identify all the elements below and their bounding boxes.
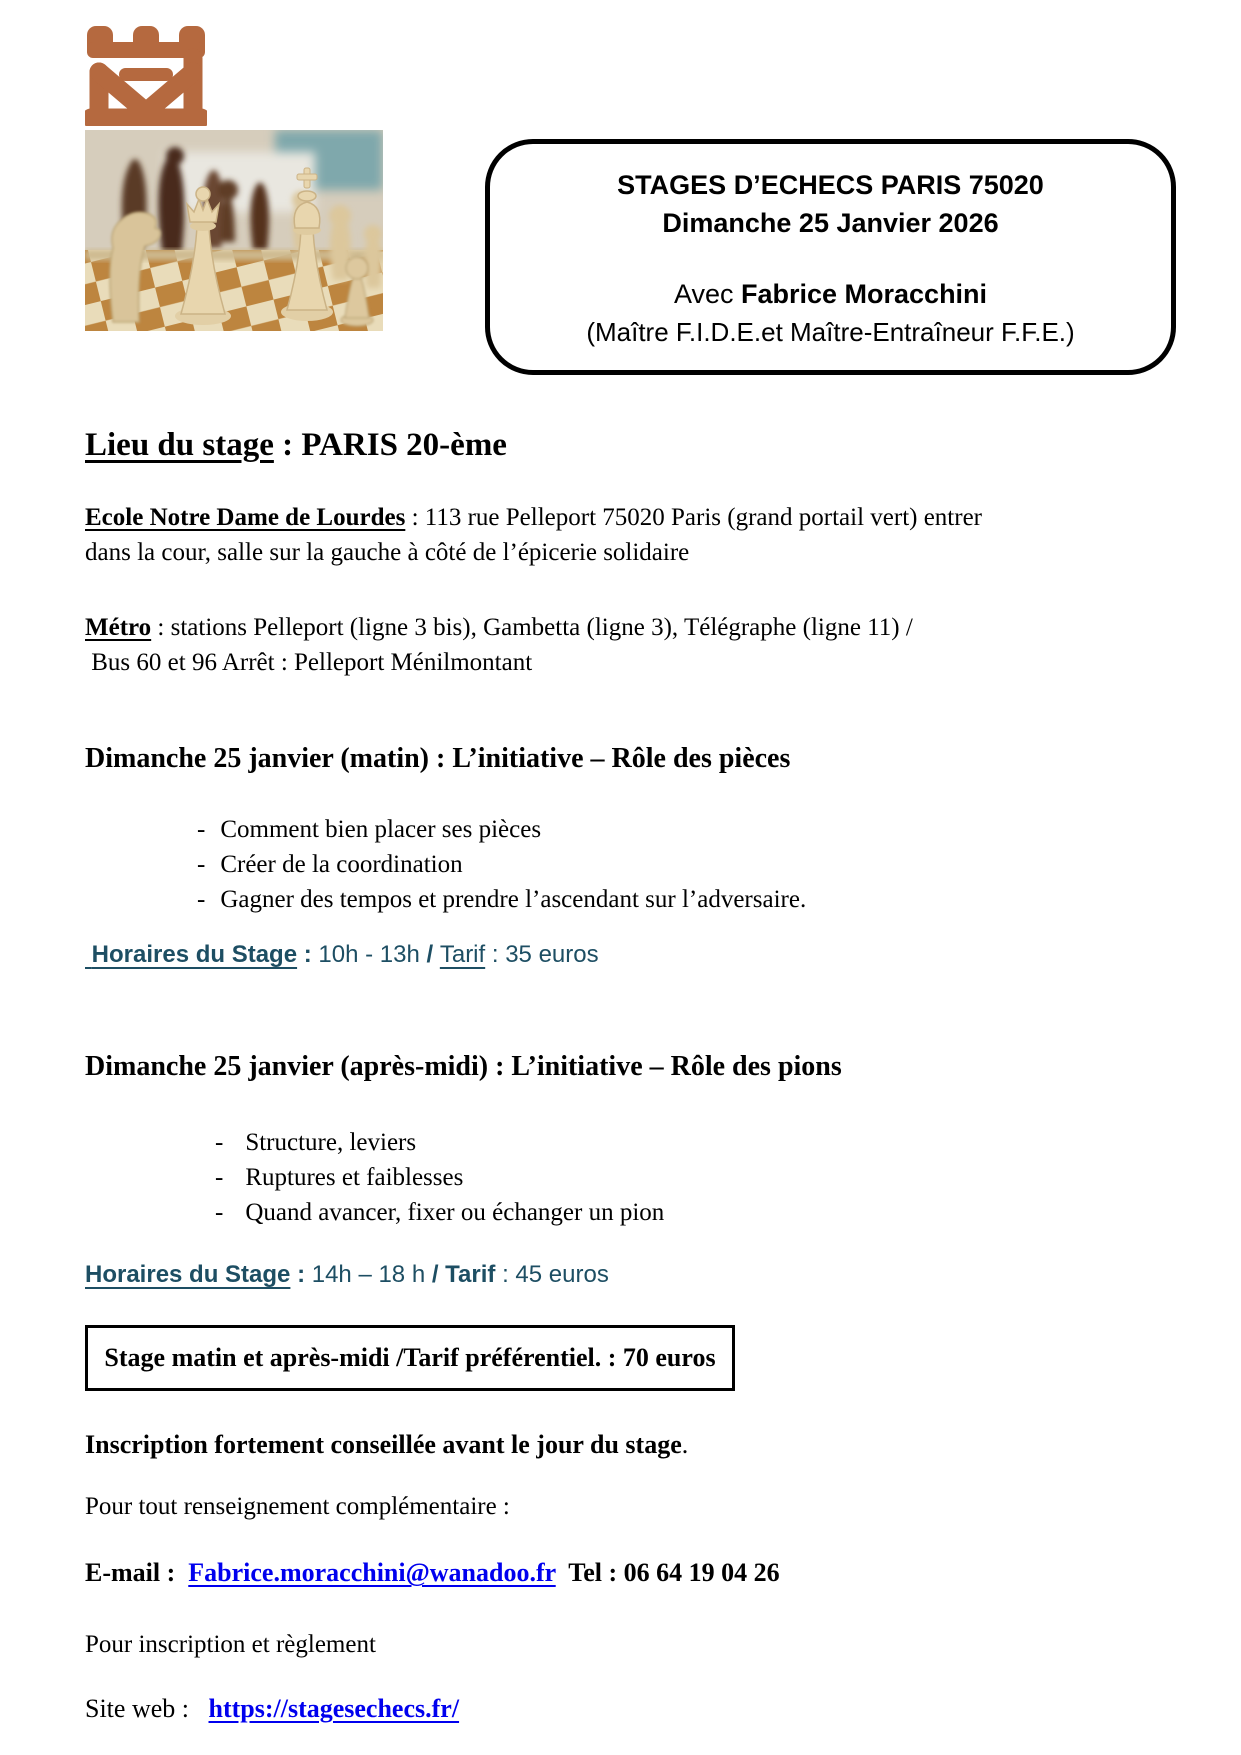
combo-price-text: Stage matin et après-midi /Tarif préférentiel. : 70 euros bbox=[104, 1343, 716, 1372]
list-item bbox=[197, 812, 1161, 847]
tarif-price: 35 euros bbox=[505, 941, 599, 968]
tarif-price: 45 euros bbox=[515, 1261, 609, 1288]
list-item-text: Comment bien placer ses pièces bbox=[220, 816, 542, 843]
afternoon-session-heading: Dimanche 25 janvier (après-midi) : L’initiative – Rôle des pions bbox=[85, 1051, 842, 1082]
list-item-text: Structure, leviers bbox=[245, 1129, 417, 1156]
schedule-label: Horaires du Stage bbox=[85, 941, 298, 968]
list-item bbox=[215, 1195, 1161, 1230]
school-paragraph bbox=[85, 500, 1161, 570]
payment-line: Pour inscription et règlement bbox=[85, 1631, 376, 1658]
metro-label: Métro bbox=[85, 614, 152, 641]
info-line: Pour tout renseignement complémentaire : bbox=[85, 1493, 510, 1520]
list-item-text: Gagner des tempos et prendre l’ascendant sur l’adversaire. bbox=[220, 886, 807, 913]
schedule-slash: / bbox=[426, 941, 440, 968]
bus-line: Bus 60 et 96 Arrêt : Pelleport Ménilmontant bbox=[85, 649, 533, 676]
title-line-1: STAGES D’ECHECS PARIS 75020 bbox=[617, 170, 1044, 200]
schedule-colon: : bbox=[297, 941, 319, 968]
combo-price-box bbox=[85, 1325, 735, 1391]
location-heading-label: Lieu du stage bbox=[85, 427, 274, 463]
list-item-text: Ruptures et faiblesses bbox=[245, 1164, 464, 1191]
dash-marker: - bbox=[215, 1129, 224, 1156]
presenter-titles: (Maître F.I.D.E.et Maître-Entraîneur F.F.E.) bbox=[586, 317, 1075, 347]
location-heading-value: : PARIS 20-ème bbox=[273, 427, 507, 463]
list-item bbox=[197, 847, 1161, 882]
registration-notice-bold: Inscription fortement conseillée avant le jour du stage bbox=[85, 1430, 682, 1459]
list-item bbox=[197, 882, 1161, 917]
email-label: E-mail : bbox=[85, 1558, 189, 1587]
header-title-box bbox=[485, 139, 1176, 375]
schedule-colon: : bbox=[290, 1261, 312, 1288]
website-link[interactable]: https://stagesechecs.fr/ bbox=[208, 1694, 460, 1723]
morning-topics-list bbox=[85, 812, 1161, 917]
list-item bbox=[215, 1160, 1161, 1195]
list-item-text: Créer de la coordination bbox=[220, 851, 463, 878]
chess-photo bbox=[85, 130, 383, 331]
dash-marker: - bbox=[197, 851, 206, 878]
afternoon-topics-list bbox=[85, 1125, 1161, 1230]
metro-stations: : stations Pelleport (ligne 3 bis), Gambetta (ligne 3), Télégraphe (ligne 11) / bbox=[151, 614, 913, 641]
website-label: Site web : bbox=[85, 1694, 209, 1723]
dash-marker: - bbox=[215, 1164, 224, 1191]
metro-paragraph bbox=[85, 610, 1161, 680]
school-address: : 113 rue Pelleport 75020 Paris (grand portail vert) entrer bbox=[405, 504, 982, 531]
registration-notice-period: . bbox=[681, 1430, 689, 1459]
title-spacer bbox=[490, 242, 1171, 274]
chess-photo-image bbox=[85, 130, 383, 331]
school-label: Ecole Notre Dame de Lourdes bbox=[85, 504, 406, 531]
dash-marker: - bbox=[197, 886, 206, 913]
website-line bbox=[85, 1692, 1161, 1726]
schedule-time: 14h – 18 h bbox=[311, 1261, 432, 1288]
flyer-body bbox=[85, 400, 1161, 1726]
tarif-label: Tarif bbox=[439, 941, 486, 968]
presenter-prefix: Avec bbox=[673, 279, 741, 309]
phone-number: Tel : 06 64 19 04 26 bbox=[555, 1558, 780, 1587]
list-item-text: Quand avancer, fixer ou échanger un pion bbox=[245, 1199, 665, 1226]
schedule-time: 10h - 13h bbox=[318, 941, 427, 968]
tarif-colon: : bbox=[495, 1261, 516, 1288]
club-logo bbox=[85, 24, 207, 126]
rook-m-logo-icon bbox=[85, 24, 207, 126]
dash-marker: - bbox=[215, 1199, 224, 1226]
presenter-name: Fabrice Moracchini bbox=[740, 279, 988, 309]
tarif-label-bold: / Tarif bbox=[431, 1261, 496, 1288]
email-line bbox=[85, 1556, 1161, 1590]
presenter-line bbox=[490, 274, 1171, 314]
afternoon-schedule-line bbox=[85, 1260, 1161, 1290]
dash-marker: - bbox=[197, 816, 206, 843]
registration-notice bbox=[85, 1428, 1161, 1462]
email-link[interactable]: Fabrice.moracchini@wanadoo.fr bbox=[188, 1558, 556, 1587]
morning-session-heading: Dimanche 25 janvier (matin) : L’initiative – Rôle des pièces bbox=[85, 743, 791, 774]
tarif-colon: : bbox=[485, 941, 506, 968]
location-heading bbox=[85, 425, 1161, 465]
morning-schedule-line bbox=[85, 940, 1161, 970]
schedule-label: Horaires du Stage bbox=[85, 1261, 291, 1288]
title-line-2: Dimanche 25 Janvier 2026 bbox=[662, 208, 999, 238]
list-item bbox=[215, 1125, 1161, 1160]
school-address-line2: dans la cour, salle sur la gauche à côté de l’épicerie solidaire bbox=[85, 539, 690, 566]
